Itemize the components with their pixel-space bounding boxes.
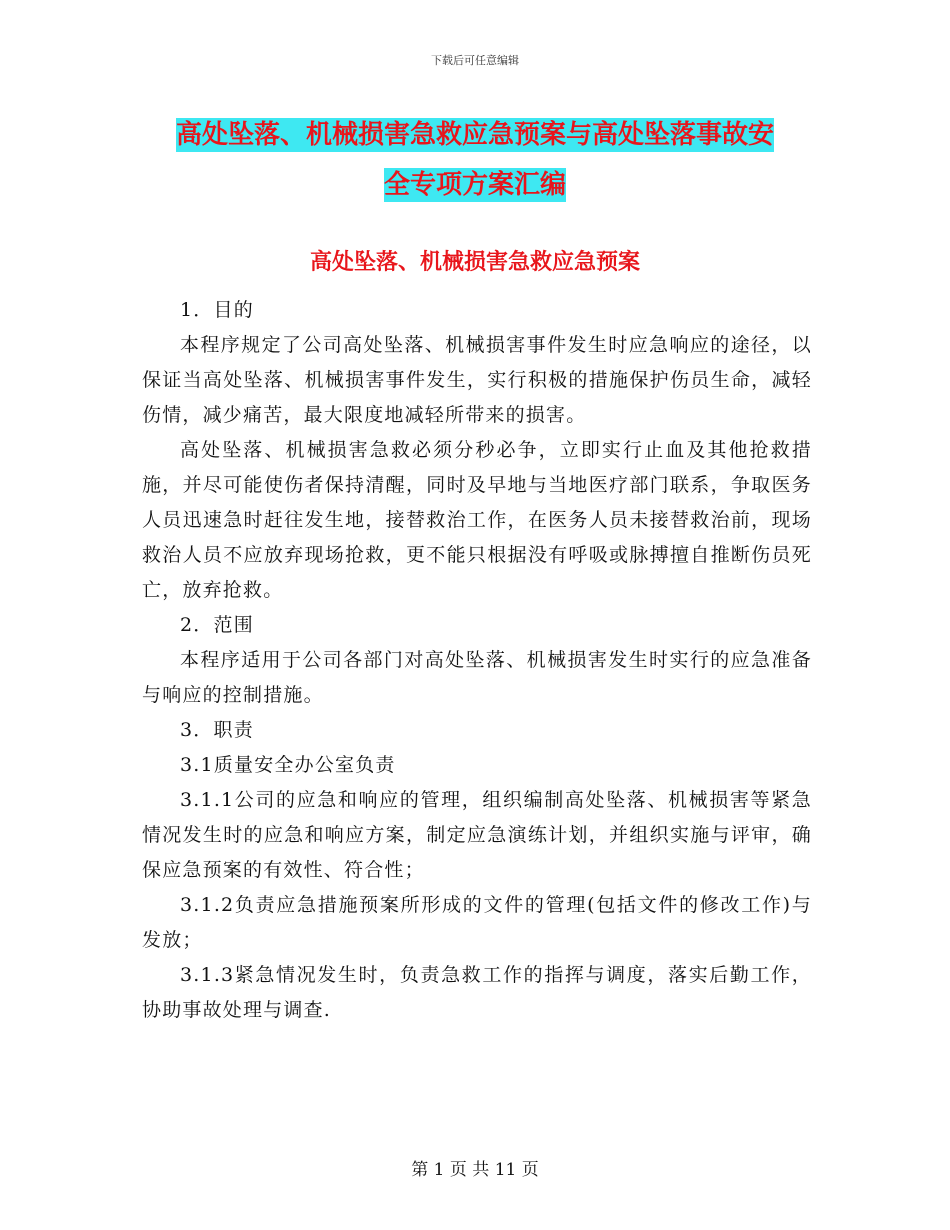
page-header-note: 下载后可任意编辑 [431,54,519,67]
document-title-line-2-text: 全专项方案汇编 [383,170,566,200]
heading-3-1: 3.1质量安全办公室负责 [180,754,396,776]
heading-scope: 2．范围 [180,614,254,636]
document-title-line-1-text: 高处坠落、机械损害急救应急预案与高处坠落事故安 [175,120,774,150]
heading-responsibilities: 3．职责 [180,719,254,741]
document-title [0,110,950,210]
section-title: 高处坠落、机械损害急救应急预案 [309,249,640,275]
document-title-line-2 [0,160,950,210]
paragraph-3-1-1: 3.1.1公司的应急和响应的管理，组织编制高处坠落、机械损害等紧急情况发生时的应急和响应方案，制定应急演练计划，并组织实施与评审，确保应急预案的有效性、符合性； [142,789,812,881]
paragraph-scope: 本程序适用于公司各部门对高处坠落、机械损害发生时实行的应急准备与响应的控制措施。 [142,649,812,706]
page-number: 第 1 页 共 11 页 [411,1160,539,1180]
document-body [142,293,812,1028]
document-title-line-1 [0,110,950,160]
paragraph-first-aid: 高处坠落、机械损害急救必须分秒必争，立即实行止血及其他抢救措施，并尽可能使伤者保持清醒，同时及早地与当地医疗部门联系，争取医务人员迅速急时赶往发生地，接替救治工作，在医务人员未接替救治前，现场救治人员不应放弃现场抢救，更不能只根据没有呼吸或脉搏擅自推断伤员死亡，放弃抢救。 [142,439,812,601]
paragraph-3-1-2: 3.1.2负责应急措施预案所形成的文件的管理(包括文件的修改工作)与发放； [142,894,812,951]
heading-purpose: 1．目的 [180,299,254,321]
paragraph-3-1-3: 3.1.3紧急情况发生时，负责急救工作的指挥与调度，落实后勤工作，协助事故处理与调查. [142,964,812,1021]
paragraph-purpose: 本程序规定了公司高处坠落、机械损害事件发生时应急响应的途径，以保证当高处坠落、机械损害事件发生，实行积极的措施保护伤员生命，减轻伤情，减少痛苦，最大限度地减轻所带来的损害。 [142,334,812,426]
